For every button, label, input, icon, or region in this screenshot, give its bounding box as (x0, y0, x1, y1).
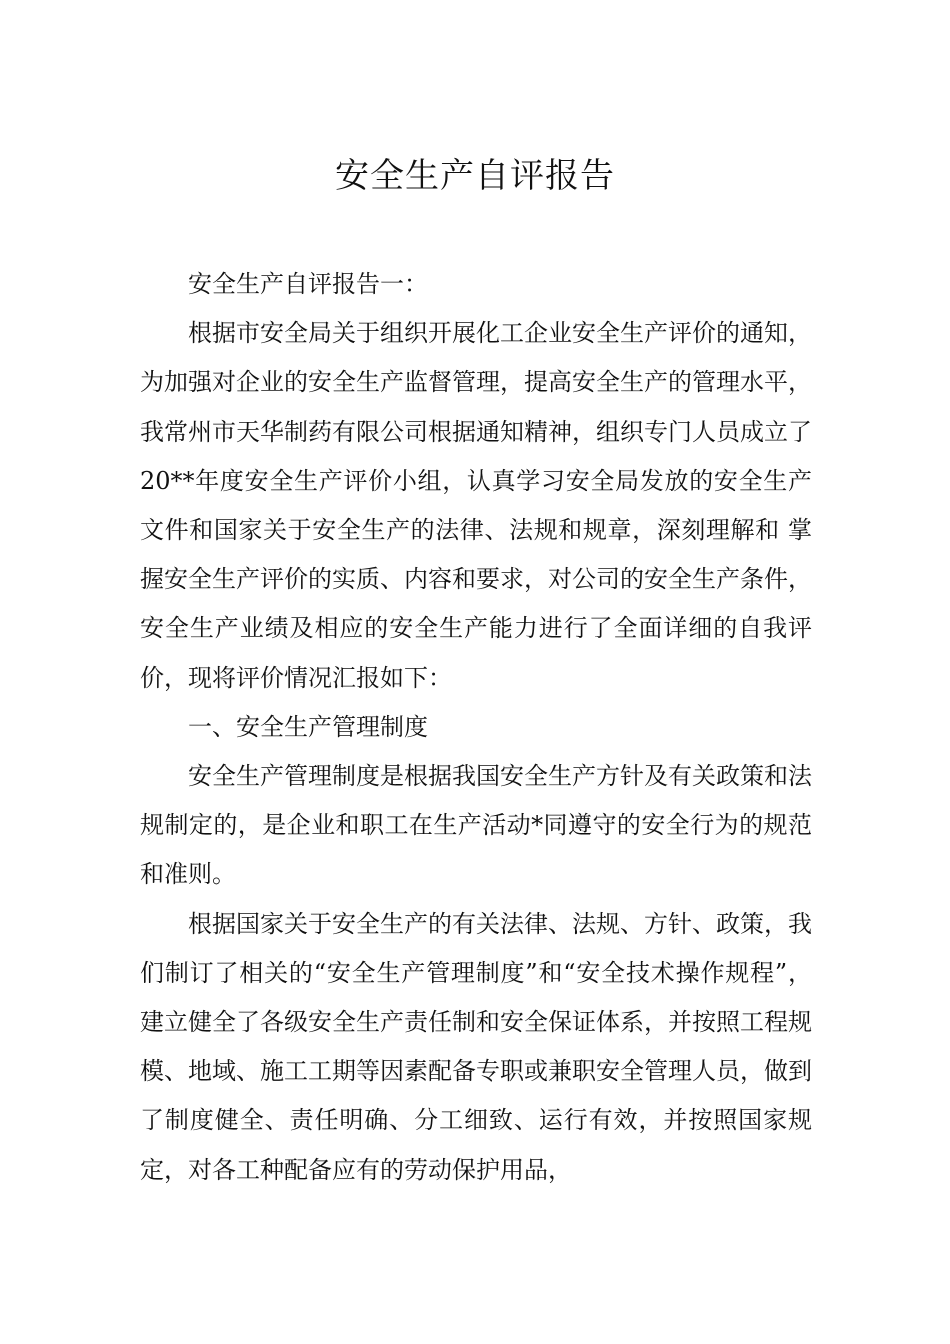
section-heading-management-system: 一、安全生产管理制度 (188, 712, 428, 741)
paragraph-introduction: 根据市安全局关于组织开展化工企业安全生产评价的通知，为加强对企业的安全生产监督管理，提高安全生产的管理水平，我常州市天华制药有限公司根据通知精神，组织专门人员成立了20**年度安全生产评价小组，认真学习安全局发放的安全生产文件和国家关于安全生产的法律、法规和规章，深刻理解和 掌握安全生产评价的实质、内容和要求，对公司的安全生产条件，安全生产业绩及相应的安全生产能力进行了全面详细的自我评价，现将评价情况汇报如下： (140, 319, 812, 692)
document-title: 安全生产自评报告 (335, 156, 615, 196)
paragraph-management-definition: 安全生产管理制度是根据我国安全生产方针及有关政策和法规制定的，是企业和职工在生产活动*同遵守的安全行为的规范和准则。 (140, 762, 812, 889)
document-body (140, 260, 812, 1195)
paragraph-heading-report-one: 安全生产自评报告一： (188, 270, 428, 298)
paragraph-regulations: 根据国家关于安全生产的有关法律、法规、方针、政策，我们制订了相关的“安全生产管理制度”和“安全技术操作规程”，建立健全了各级安全生产责任制和安全保证体系，并按照工程规模、地域、施工工期等因素配备专职或兼职安全管理人员，做到了制度健全、责任明确、分工细致、运行有效，并按照国家规定，对各工种配备应有的劳动保护用品， (140, 909, 812, 1184)
